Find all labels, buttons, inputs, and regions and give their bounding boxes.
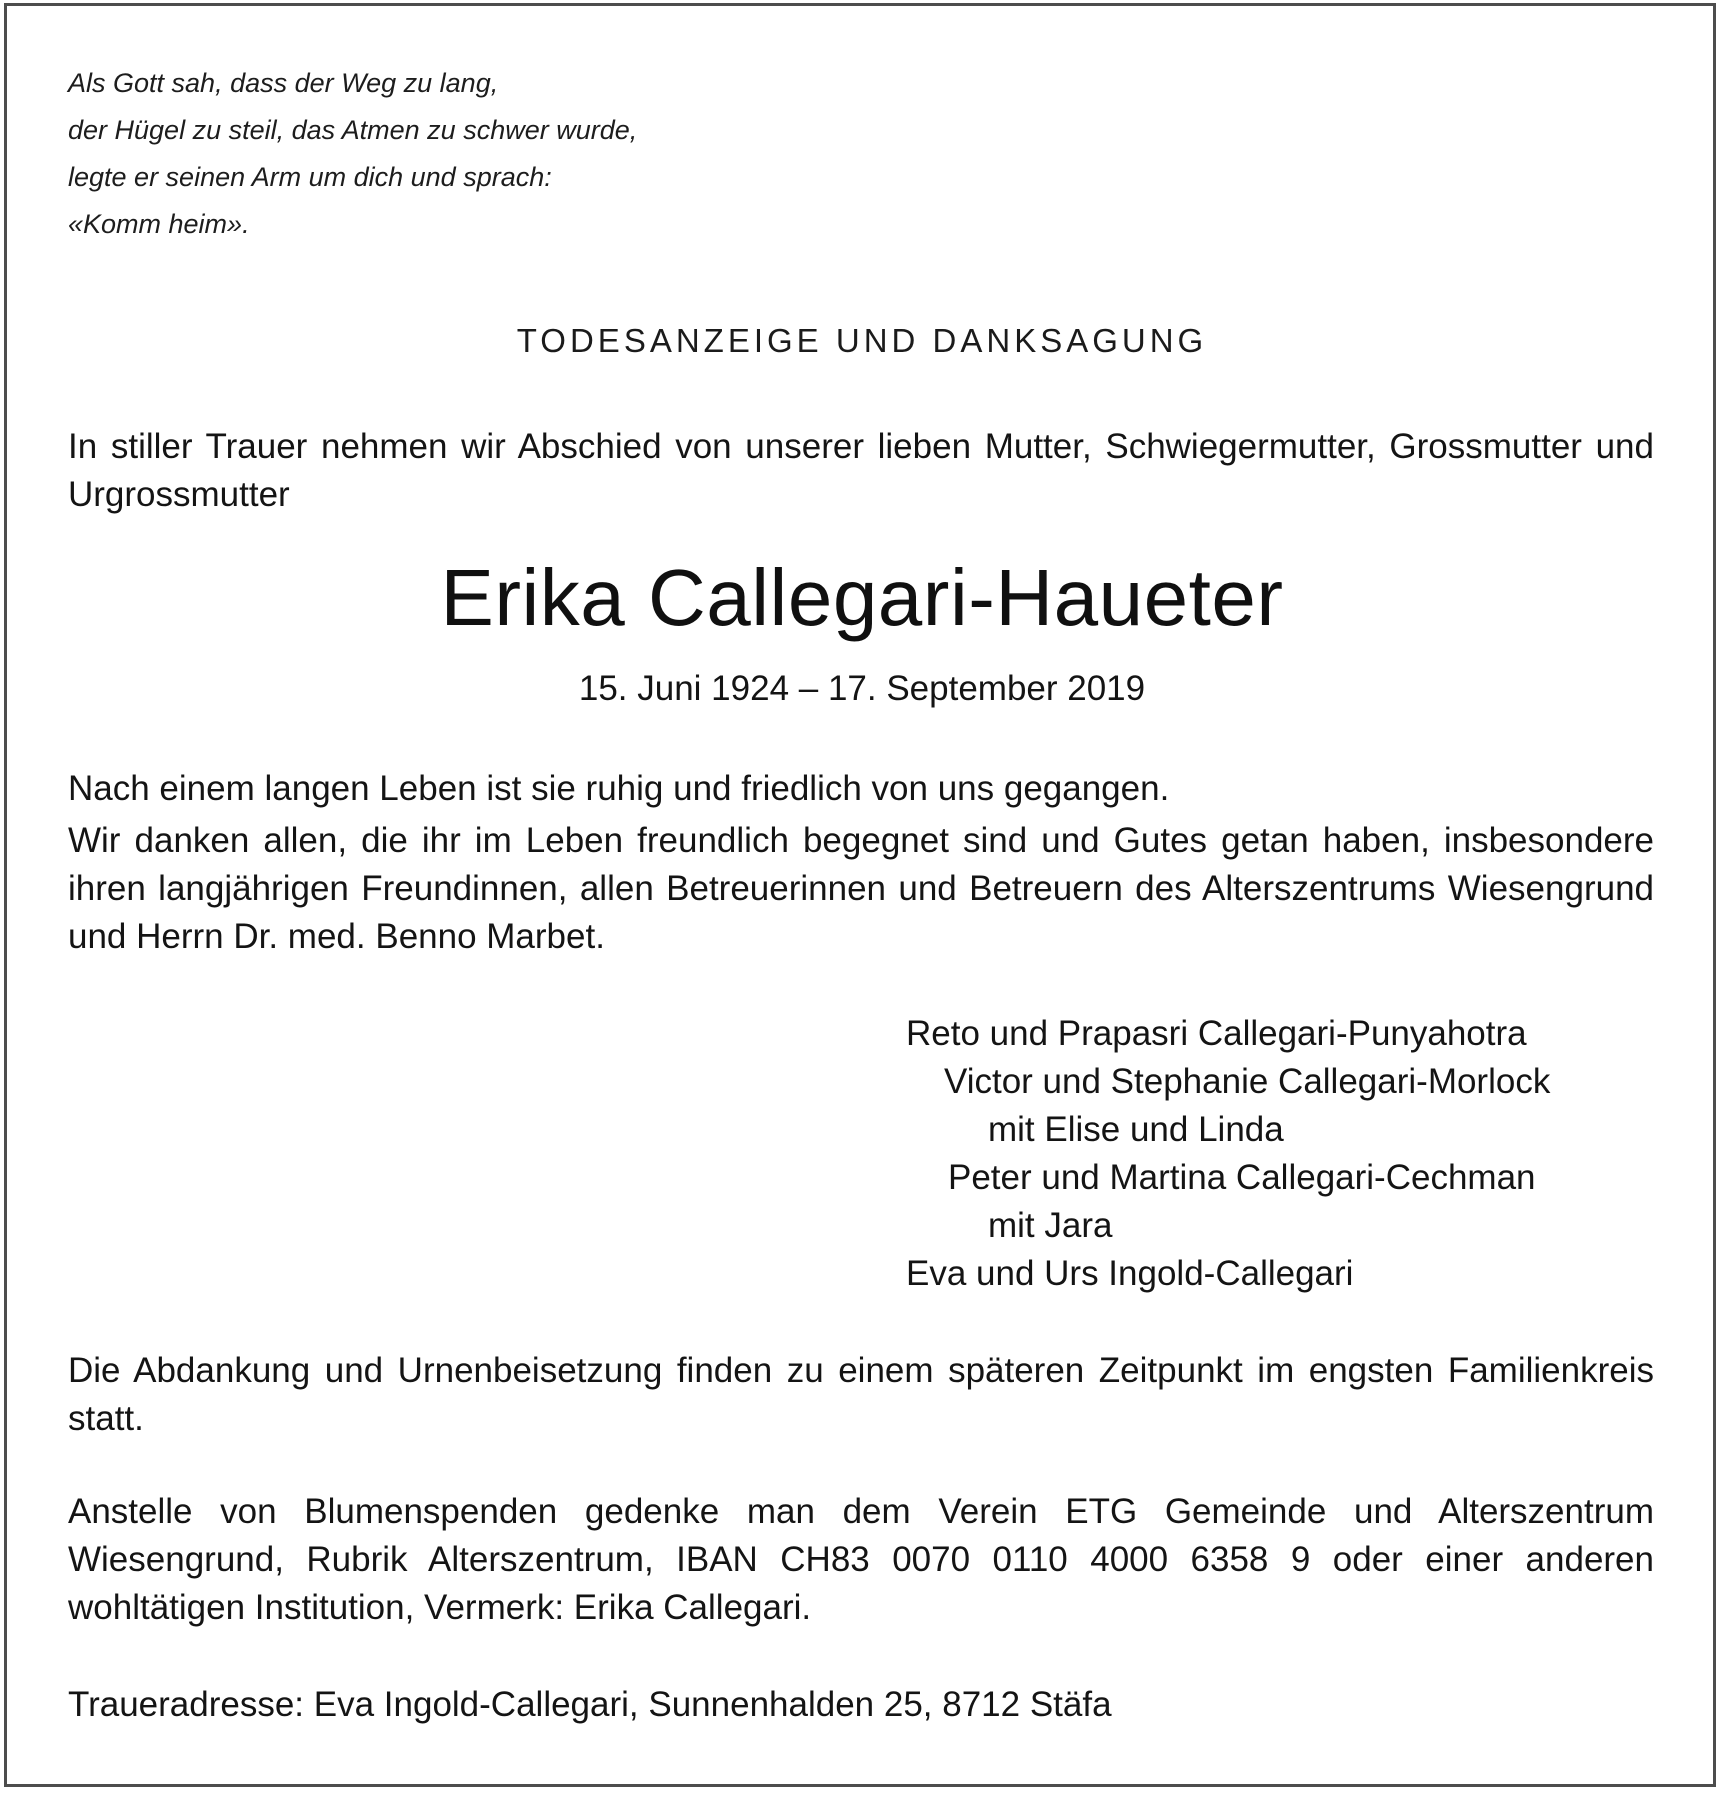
poem-line: der Hügel zu steil, das Atmen zu schwer wurde, [68,115,638,145]
passing-paragraph: Nach einem langen Leben ist sie ruhig und friedlich von uns gegangen. [68,769,1170,808]
poem-line: Als Gott sah, dass der Weg zu lang, [68,68,499,98]
poem-line: legte er seinen Arm um dich und sprach: [68,162,552,192]
life-dates: 15. Juni 1924 – 17. September 2019 [578,669,1146,708]
family-entry: Reto und Prapasri Callegari-Punyahotra [906,1014,1527,1053]
donations-paragraph: Anstelle von Blumenspenden gedenke man dem Verein ETG Gemeinde und Alterszentrum Wiesengrund, Rubrik Alterszentrum, IBAN CH83 0070 0110 4000 6358 9 oder einer anderen wohltätigen Institution, Vermerk: Erika Callegari. [68,1492,1654,1627]
family-entry: Eva und Urs Ingold-Callegari [906,1254,1354,1293]
mourning-address: Traueradresse: Eva Ingold-Callegari, Sunnenhalden 25, 8712 Stäfa [68,1685,1112,1724]
poem-line: «Komm heim». [68,209,250,239]
thanks-paragraph: Wir danken allen, die ihr im Leben freundlich begegnet sind und Gutes getan haben, insbesondere ihren langjährigen Freundinnen, allen Betreuerinnen und Betreuern des Alterszentrums Wiesengrund und Herrn Dr. med. Benno Marbet. [68,821,1654,956]
poem [68,60,637,248]
intro-paragraph: In stiller Trauer nehmen wir Abschied von unserer lieben Mutter, Schwiegermutter, Grossmutter und Urgrossmutter [68,427,1654,514]
family-entry: Victor und Stephanie Callegari-Morlock [944,1062,1551,1101]
ceremony-paragraph: Die Abdankung und Urnenbeisetzung finden zu einem späteren Zeitpunkt im engsten Familienkreis statt. [68,1351,1654,1438]
notice-heading: TODESANZEIGE UND DANKSAGUNG [516,322,1208,359]
family-entry: mit Elise und Linda [988,1110,1284,1149]
family-entry: mit Jara [988,1206,1113,1245]
family-entry: Peter und Martina Callegari-Cechman [948,1158,1536,1197]
deceased-name: Erika Callegari-Haueter [440,553,1284,642]
